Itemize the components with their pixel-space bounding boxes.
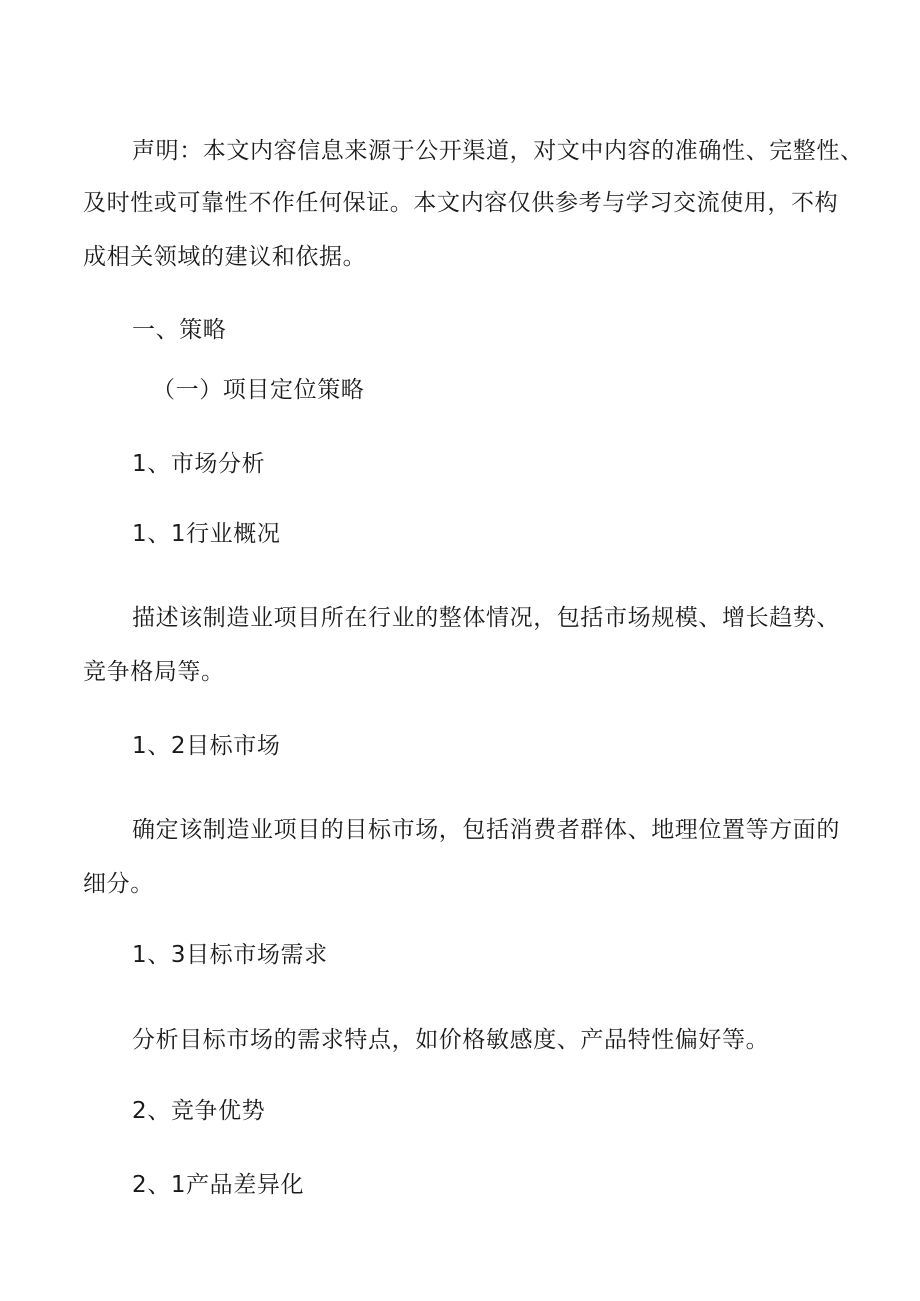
heading-product-differentiation: 2、1产品差异化 bbox=[132, 1172, 305, 1198]
disclaimer-line-3: 成相关领域的建议和依据。 bbox=[83, 244, 367, 270]
paragraph-target-market-line-1: 确定该制造业项目的目标市场，包括消费者群体、地理位置等方面的 bbox=[132, 817, 840, 843]
section-heading: 一、策略 bbox=[132, 317, 227, 343]
heading-target-market: 1、2目标市场 bbox=[132, 733, 281, 759]
heading-target-market-demand: 1、3目标市场需求 bbox=[132, 942, 328, 968]
paragraph-industry-line-2: 竞争格局等。 bbox=[83, 659, 225, 685]
paragraph-target-market-line-2: 细分。 bbox=[83, 871, 154, 897]
heading-market-analysis: 1、市场分析 bbox=[132, 451, 266, 477]
heading-competitive-advantage: 2、竞争优势 bbox=[132, 1098, 266, 1124]
paragraph-industry-line-1: 描述该制造业项目所在行业的整体情况，包括市场规模、增长趋势、 bbox=[132, 605, 840, 631]
heading-industry-overview: 1、1行业概况 bbox=[132, 521, 281, 547]
section-subheading: （一）项目定位策略 bbox=[152, 377, 365, 403]
paragraph-demand-line-1: 分析目标市场的需求特点，如价格敏感度、产品特性偏好等。 bbox=[132, 1027, 770, 1053]
disclaimer-line-2: 及时性或可靠性不作任何保证。本文内容仅供参考与学习交流使用，不构 bbox=[83, 190, 839, 216]
disclaimer-line-1: 声明：本文内容信息来源于公开渠道，对文中内容的准确性、完整性、 bbox=[132, 138, 864, 164]
